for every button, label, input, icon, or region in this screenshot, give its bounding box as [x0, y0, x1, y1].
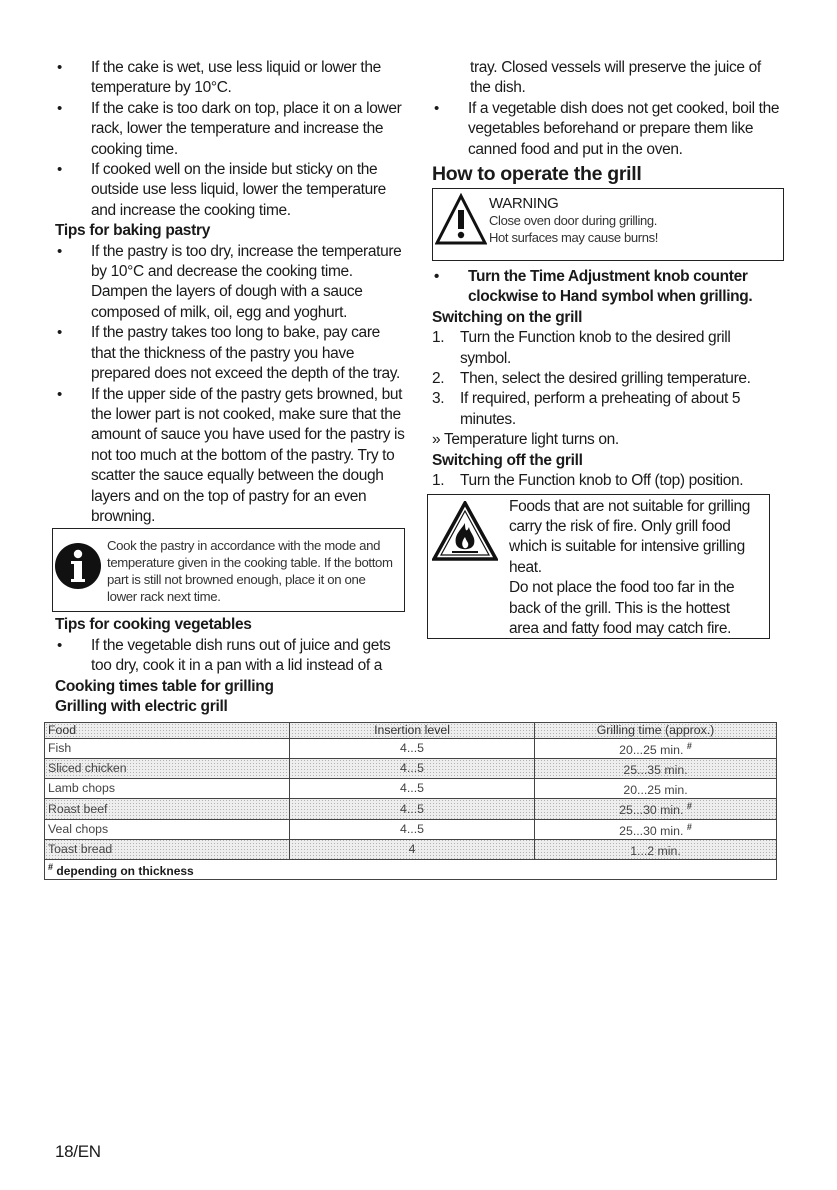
list-text: Turn the Function knob to the desired grill symbol. — [460, 329, 731, 367]
table-footnote — [45, 859, 777, 879]
warning-triangle-icon — [435, 193, 487, 247]
list-text: Turn the Function knob to Off (top) position. — [460, 472, 744, 490]
table-cell-food: Veal chops — [45, 819, 290, 839]
list-text: If required, perform a preheating of about 5 minutes. — [460, 390, 741, 428]
fire-warning-text: Do not place the food too far in the back of the grill. This is the hottest area and fatty food may catch fire. — [509, 579, 735, 637]
bullet-item: • If the cake is wet, use less liquid or lower the temperature by 10°C. — [55, 58, 405, 99]
time-value: 20...25 min. — [619, 743, 684, 758]
fire-warning-box — [427, 494, 770, 639]
time-value: 1...2 min. — [630, 843, 681, 858]
table-cell-time — [535, 819, 777, 839]
table-row — [45, 799, 777, 819]
footnote-mark: # — [686, 821, 692, 832]
footnote-mark: # — [48, 861, 54, 872]
bullet-item: • If a vegetable dish does not get cooked, boil the vegetables beforehand or prepare them like canned food and put in the oven. — [432, 99, 784, 160]
info-icon — [53, 537, 103, 595]
bullet-item: • If the pastry takes too long to bake, pay care that the thickness of the pastry you have prepared does not exceed the depth of the tray. — [55, 323, 405, 384]
fire-warning-icon — [432, 501, 498, 561]
table-cell-time — [535, 759, 777, 779]
section-heading-switch-off: Switching off the grill — [432, 451, 583, 469]
table-row — [45, 739, 777, 759]
time-value: 25...30 min. — [619, 823, 684, 838]
table-cell-level: 4...5 — [290, 819, 535, 839]
bullet-item: • If the pastry is too dry, increase the temperature by 10°C and decrease the cooking time. Dampen the layers of dough with a sauce composed of milk, oil, egg and yoghurt. — [55, 242, 405, 324]
info-note-box — [52, 528, 405, 612]
continued-text: tray. Closed vessels will preserve the juice of the dish. — [470, 59, 761, 97]
list-number: 2. — [432, 370, 445, 388]
section-heading-pastry: Tips for baking pastry — [55, 222, 211, 240]
table-cell-time — [535, 839, 777, 859]
table-cell-level: 4...5 — [290, 799, 535, 819]
list-text: Then, select the desired grilling temperature. — [460, 370, 751, 388]
table-header-row — [45, 723, 777, 739]
left-column — [55, 58, 405, 717]
table-cell-food: Lamb chops — [45, 779, 290, 799]
table-row — [45, 759, 777, 779]
table-cell-level: 4...5 — [290, 759, 535, 779]
table-cell-level: 4...5 — [290, 739, 535, 759]
info-note-text: Cook the pastry in accordance with the mode and temperature given in the cooking table. If the bottom part is still not browned enough, place it on one lower rack next time. — [107, 538, 393, 605]
table-row — [45, 779, 777, 799]
list-item — [432, 389, 784, 430]
table-header-cell: Food — [45, 723, 290, 739]
footnote-mark: # — [686, 741, 692, 752]
bullet-item: • If the cake is too dark on top, place it on a lower rack, lower the temperature and increase the cooking time. — [55, 99, 405, 160]
table-header-cell: Grilling time (approx.) — [535, 723, 777, 739]
table-footnote-row — [45, 859, 777, 879]
table-cell-food: Sliced chicken — [45, 759, 290, 779]
time-value: 25...35 min. — [623, 763, 688, 778]
footnote-mark: # — [686, 801, 692, 812]
table-cell-time — [535, 779, 777, 799]
footnote-text: depending on thickness — [56, 863, 194, 878]
bullet-item: • If the vegetable dish runs out of juice and gets too dry, cook it in a pan with a lid instead of a — [55, 636, 405, 677]
table-cell-time — [535, 739, 777, 759]
grill-times-table — [44, 722, 777, 880]
page-number: 18/EN — [55, 1142, 101, 1161]
list-number: 3. — [432, 390, 445, 408]
table-cell-time — [535, 799, 777, 819]
bullet-item-bold: • Turn the Time Adjustment knob counter clockwise to Hand symbol when grilling. — [432, 267, 784, 308]
warning-title: WARNING — [489, 195, 559, 213]
bullet-item: • If the upper side of the pastry gets browned, but the lower part is not cooked, make sure that the amount of sauce you have used for the pastry is not too much at the bottom of the pastry. Try to scatter the sauce equally between the dough layers and on the top of pastry for an even browning. — [55, 385, 405, 528]
time-value: 25...30 min. — [619, 803, 684, 818]
warning-line: Hot surfaces may cause burns! — [489, 230, 659, 246]
result-line: » Temperature light turns on. — [432, 431, 619, 449]
list-number: 1. — [432, 329, 445, 347]
fire-warning-text: Foods that are not suitable for grilling carry the risk of fire. Only grill food which is suitable for intensive grilling heat. — [509, 497, 751, 576]
table-cell-food: Fish — [45, 739, 290, 759]
section-heading-grilling-table: Cooking times table for grilling — [55, 677, 274, 695]
section-heading-vegetables: Tips for cooking vegetables — [55, 616, 252, 634]
bullet-item: • If cooked well on the inside but sticky on the outside use less liquid, lower the temperature and increase the cooking time. — [55, 160, 405, 221]
table-cell-level: 4...5 — [290, 779, 535, 799]
section-heading-operate-grill: How to operate the grill — [432, 163, 642, 186]
table-header-cell: Insertion level — [290, 723, 535, 739]
warning-line: Close oven door during grilling. — [489, 213, 658, 229]
section-heading-switch-on: Switching on the grill — [432, 308, 583, 326]
warning-box — [432, 188, 784, 261]
time-value: 20...25 min. — [623, 783, 688, 798]
table-cell-food: Roast beef — [45, 799, 290, 819]
list-number: 1. — [432, 472, 445, 490]
table-row — [45, 819, 777, 839]
list-item — [432, 471, 784, 491]
section-subheading-electric-grill: Grilling with electric grill — [55, 697, 228, 715]
table-cell-food: Toast bread — [45, 839, 290, 859]
list-item — [432, 369, 784, 389]
right-column — [432, 58, 784, 639]
list-item — [432, 328, 784, 369]
table-row — [45, 839, 777, 859]
table-cell-level: 4 — [290, 839, 535, 859]
